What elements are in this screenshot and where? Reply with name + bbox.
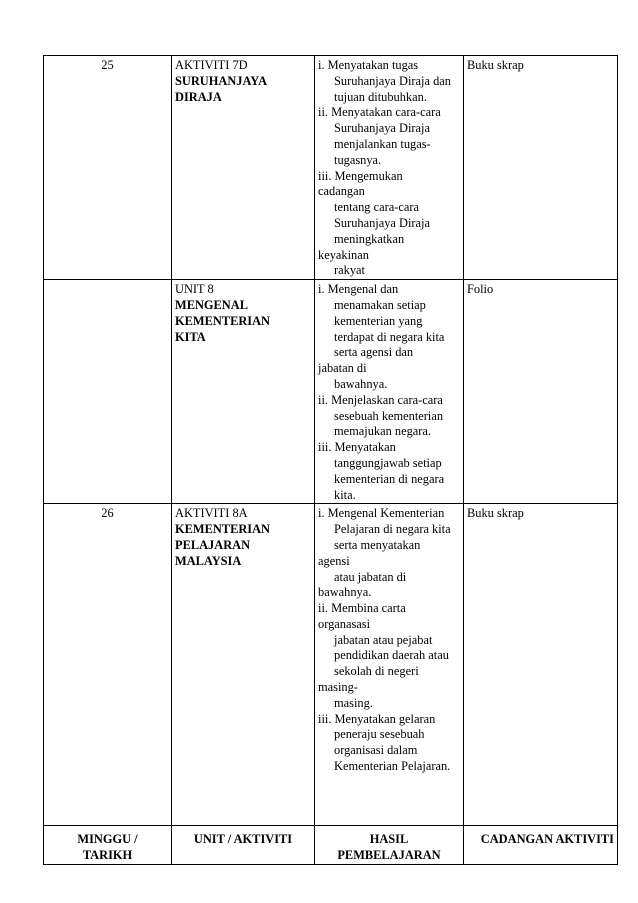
outcome-line: tugasnya. bbox=[334, 152, 382, 167]
outcome-line: kementerian di negara bbox=[334, 471, 445, 486]
unit-title-line: KITA bbox=[175, 329, 206, 344]
outcome-line: i. Mengenal dan bbox=[318, 282, 399, 297]
unit-title-line: KEMENTERIAN bbox=[175, 522, 271, 537]
suggested-activity-cell: Buku skrap bbox=[464, 56, 618, 280]
outcome-line: menamakan setiap bbox=[334, 297, 426, 312]
outcome-line: iii. Mengemukan bbox=[318, 168, 403, 183]
table-header-row bbox=[44, 826, 618, 865]
table-row bbox=[44, 504, 618, 826]
unit-title-line: DIRAJA bbox=[175, 89, 222, 104]
outcome-line: organasasi bbox=[318, 616, 371, 631]
outcome-line: keyakinan bbox=[318, 247, 369, 262]
week-cell: 25 bbox=[44, 56, 172, 280]
outcome-line: sesebuah kementerian bbox=[334, 408, 444, 423]
outcome-line: ii. Menjelaskan cara-cara bbox=[318, 392, 443, 407]
learning-outcomes-cell bbox=[315, 280, 464, 504]
outcome-line: ii. Menyatakan cara-cara bbox=[318, 105, 441, 120]
outcome-line: i. Mengenal Kementerian bbox=[318, 506, 445, 521]
outcome-line: jabatan di bbox=[318, 361, 367, 376]
outcome-line: kita. bbox=[334, 487, 356, 502]
outcome-line: tanggungjawab setiap bbox=[334, 455, 442, 470]
lesson-plan-table bbox=[43, 55, 618, 865]
outcome-line: sekolah di negeri bbox=[334, 664, 419, 679]
week-cell bbox=[44, 280, 172, 504]
unit-code: AKTIVITI 7D bbox=[175, 58, 248, 72]
header-cadangan-aktiviti: CADANGAN AKTIVITI bbox=[464, 826, 618, 865]
outcome-line: atau jabatan di bbox=[334, 569, 407, 584]
outcome-line: Kementerian Pelajaran. bbox=[334, 759, 451, 774]
header-hasil-pembelajaran: HASIL PEMBELAJARAN bbox=[315, 826, 464, 865]
outcome-line: serta agensi dan bbox=[334, 345, 414, 360]
outcome-line: memajukan negara. bbox=[334, 424, 432, 439]
outcome-line: tujuan ditubuhkan. bbox=[334, 89, 427, 104]
unit-cell bbox=[172, 504, 315, 826]
table-row bbox=[44, 56, 618, 280]
outcome-line: jabatan atau pejabat bbox=[334, 632, 433, 647]
unit-title-line: KEMENTERIAN bbox=[175, 313, 271, 328]
learning-outcomes-cell bbox=[315, 504, 464, 826]
unit-title-line: SURUHANJAYA bbox=[175, 73, 268, 88]
outcome-line: terdapat di negara kita bbox=[334, 329, 445, 344]
outcome-line: agensi bbox=[318, 553, 350, 568]
outcome-line: bawahnya. bbox=[334, 376, 388, 391]
unit-code: UNIT 8 bbox=[175, 282, 214, 297]
learning-outcomes-cell bbox=[315, 56, 464, 280]
outcome-line: Pelajaran di negara kita bbox=[334, 522, 451, 537]
outcome-line: i. Menyatakan tugas bbox=[318, 58, 419, 72]
suggested-activity-cell: Buku skrap bbox=[464, 504, 618, 826]
unit-title-line: PELAJARAN bbox=[175, 537, 251, 552]
unit-code: AKTIVITI 8A bbox=[175, 506, 248, 521]
outcome-line: Suruhanjaya Diraja dan bbox=[334, 73, 451, 88]
week-cell: 26 bbox=[44, 504, 172, 826]
outcome-line: organisasi dalam bbox=[334, 743, 418, 758]
unit-title-line: MENGENAL bbox=[175, 297, 248, 312]
outcome-line: Suruhanjaya Diraja bbox=[334, 121, 430, 136]
outcome-line: serta menyatakan bbox=[334, 537, 421, 552]
outcome-line: bawahnya. bbox=[318, 585, 372, 600]
outcome-line: peneraju sesebuah bbox=[334, 727, 425, 742]
unit-title-line: MALAYSIA bbox=[175, 553, 242, 568]
suggested-activity-cell: Folio bbox=[464, 280, 618, 504]
outcome-line: ii. Membina carta bbox=[318, 601, 406, 616]
outcome-line: pendidikan daerah atau bbox=[334, 648, 449, 663]
unit-cell bbox=[172, 280, 315, 504]
outcome-line: masing- bbox=[318, 680, 358, 695]
table-row bbox=[44, 280, 618, 504]
outcome-line: masing. bbox=[334, 695, 373, 710]
outcome-line: iii. Menyatakan bbox=[318, 440, 396, 455]
header-unit-aktiviti: UNIT / AKTIVITI bbox=[172, 826, 315, 865]
outcome-line: meningkatkan bbox=[334, 231, 405, 246]
outcome-line: cadangan bbox=[318, 184, 365, 199]
outcome-line: kementerian yang bbox=[334, 313, 423, 328]
outcome-line: menjalankan tugas- bbox=[334, 136, 431, 151]
header-minggu-tarikh: MINGGU / TARIKH bbox=[44, 826, 172, 865]
unit-cell bbox=[172, 56, 315, 280]
outcome-line: Suruhanjaya Diraja bbox=[334, 215, 430, 230]
outcome-line: iii. Menyatakan gelaran bbox=[318, 711, 436, 726]
outcome-line: rakyat bbox=[334, 263, 365, 278]
outcome-line: tentang cara-cara bbox=[334, 200, 419, 215]
